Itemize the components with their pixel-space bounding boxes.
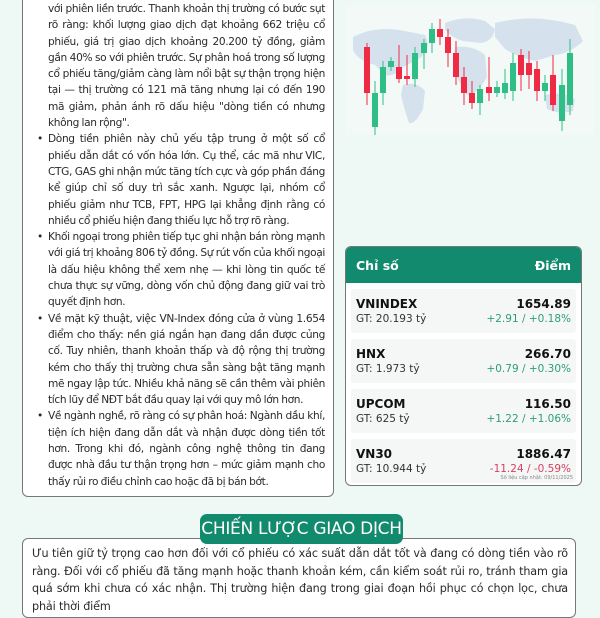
analysis-bullet [37, 131, 325, 229]
table-row-upcom [351, 389, 576, 433]
index-trading-value: GT: 10.944 tỷ [356, 463, 427, 475]
analysis-text: với phiên liền trước. Thanh khoản thị trường có bước sụt rõ ràng: khối lượng giao dịch đạt khoảng 662 triệu cổ phiếu, giá trị giao dịch khoảng 20.200 tỷ đồng, giảm gần 40% so với phiên trước. Sự phân hoá trong số lượng cổ phiếu tăng/giảm càng làm nổi bật sự thận trọng hiện tại — thị trường có 121 mã tăng nhưng lại có đến 190 mã giảm, phản ánh rõ dấu hiệu "dòng tiền có nhưng không lan rộng". [48, 3, 325, 130]
candle-up [372, 93, 378, 127]
analysis-text: Về ngành nghề, rõ ràng có sự phân hoá: Ngành dầu khí, tiện ích hiện đang dẫn dắt và nhận được dòng tiền tốt hơn. Trong khi đó, ngành công nghệ thông tin đang được nhà đầu tư thận trọng hơn – mức giảm mạnh cho thấy rủi ro điều chỉnh cao hoặc đã bị bán bớt. [48, 410, 325, 488]
table-row-vnindex [351, 289, 576, 333]
candle-down [518, 55, 524, 75]
candle-up [421, 43, 427, 53]
index-points: 1654.89 [516, 297, 571, 311]
trading-strategy-text: Ưu tiên giữ tỷ trọng cao hơn đối với cổ phiếu có xác suất dẫn dắt tốt và đang có dòng tiền vào rõ ràng. Đối với cổ phiếu đã tăng mạnh hoặc thanh khoản kém, cần kiểm soát rủi ro, tránh tham gia quá sớm khi chưa có xác nhận. Thị trường hiện đang trong giai đoạn hồi phục có chọn lọc, chưa phải thời điểm [32, 547, 568, 613]
table-header [346, 247, 581, 283]
candle-up [388, 61, 394, 67]
candle-up [542, 83, 548, 91]
index-change: +2.91 / +0.18% [486, 313, 571, 325]
bullet-icon: • [37, 312, 43, 325]
index-name: VN30 [356, 447, 393, 461]
analysis-bullet-list [35, 0, 325, 490]
index-trading-value: GT: 625 tỷ [356, 413, 410, 425]
candle-down [404, 76, 410, 79]
header-index-label: Chỉ số [356, 257, 399, 273]
candle-down [486, 87, 492, 93]
candle-up [494, 87, 500, 93]
candle-up [567, 53, 573, 105]
candle-up [412, 53, 418, 79]
table-row-hnx [351, 339, 576, 383]
candle-up [429, 29, 435, 43]
index-points: 266.70 [524, 347, 571, 361]
candle-up [380, 67, 386, 93]
analysis-text: Khối ngoại trong phiên tiếp tục ghi nhận bán ròng mạnh với giá trị khoảng 806 tỷ đồng. Sự rút vốn của khối ngoại là dấu hiệu không thể xem nhẹ — khi lòng tin quốc tế chưa thực sự vững, dòng vốn chủ động đang giữ vai trò quyết định hơn. [48, 231, 325, 309]
trading-strategy-title: CHIẾN LƯỢC GIAO DỊCH [200, 514, 403, 544]
candle-up [559, 85, 565, 121]
index-change: -11.24 / -0.59% [489, 463, 571, 475]
candle-up [510, 63, 516, 91]
header-points-label: Điểm [534, 257, 571, 273]
index-change: +1.22 / +1.06% [486, 413, 571, 425]
analysis-text: Dòng tiền phiên này chủ yếu tập trung ở một số cổ phiếu dẫn dắt có vốn hóa lớn. Cụ thể, các mã như VIC, CTG, GAS ghi nhận mức tăng tích cực và góp phần đáng kể giúp chỉ số duy trì sắc xanh. Ngược lại, nhóm cổ phiếu giảm như TCB, FPT, HPG lại khẳng định rằng có nhiều cổ phiếu hiện đang thiếu lực hỗ trợ rõ ràng. [48, 133, 325, 227]
index-name: UPCOM [356, 397, 406, 411]
index-name: HNX [356, 347, 386, 361]
bullet-icon: • [37, 133, 43, 146]
data-update-note: Số liệu cập nhật: 09/11/2025 [500, 475, 573, 481]
index-trading-value: GT: 1.973 tỷ [356, 363, 420, 375]
candle-down [461, 77, 467, 93]
candlestick-chart-icon [345, 5, 595, 135]
candlestick-world-map-illustration [345, 5, 595, 135]
candle-down [526, 63, 532, 75]
candle-down [445, 37, 451, 53]
index-points: 116.50 [524, 397, 571, 411]
analysis-bullet [37, 311, 325, 409]
analysis-bullet-continuation [48, 0, 325, 131]
bullet-icon: • [37, 231, 43, 244]
market-index-table [345, 246, 582, 486]
candle-down [550, 75, 556, 105]
market-analysis-card [22, 0, 334, 497]
candle-down [364, 47, 370, 93]
analysis-bullet [37, 229, 325, 310]
index-trading-value: GT: 20.193 tỷ [356, 313, 427, 325]
candle-up [502, 83, 508, 93]
candle-up [477, 89, 483, 103]
index-points: 1886.47 [516, 447, 571, 461]
index-name: VNINDEX [356, 297, 418, 311]
analysis-bullet [37, 408, 325, 489]
bullet-icon: • [37, 410, 43, 423]
candle-down [453, 53, 459, 77]
index-change: +0.79 / +0.30% [486, 363, 571, 375]
candle-down [396, 67, 402, 79]
candle-down [534, 69, 540, 91]
analysis-text: Về mặt kỹ thuật, việc VN-Index đóng cửa ở vùng 1.654 điểm cho thấy: nền giá ngắn hạn đang dần được củng cố. Tuy nhiên, thanh khoản thấp và độ rộng thị trường kém cho thấy thị trường chưa sẵn sàng bật tăng mạnh mẽ ngay lập tức. Nhiều khả năng sẽ cần thêm vài phiên tích lũy để NĐT bắt đầu quay lại với quy mô lớn hơn. [48, 312, 325, 407]
candle-down [437, 29, 443, 37]
candle-down [469, 93, 475, 103]
